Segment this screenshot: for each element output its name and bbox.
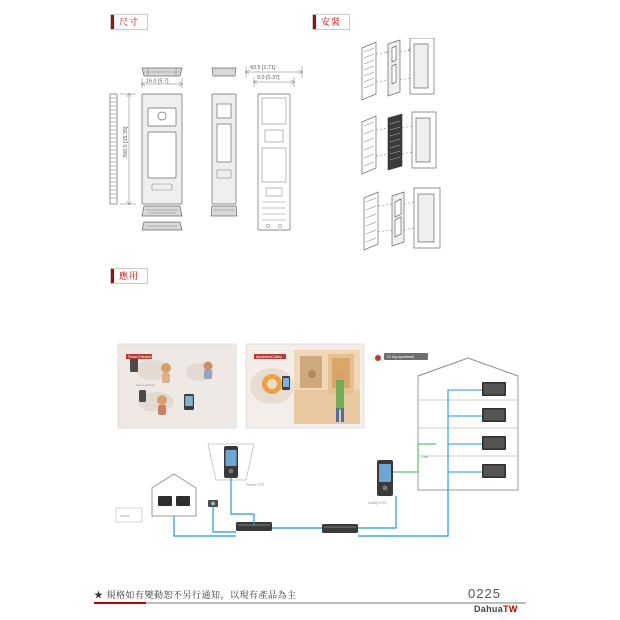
unit-top-cap xyxy=(142,68,182,76)
top-width-dimension xyxy=(141,78,183,88)
footnote: ★ 規格如有變動恕不另行通知，以現有產品為主 xyxy=(94,590,297,600)
section-tag-application: 應用 xyxy=(110,268,148,284)
brand-suffix: TW xyxy=(503,604,518,614)
section-tag-dimensions: 尺寸 xyxy=(110,14,148,30)
depth-label-inner: 9.0 [0.37] xyxy=(257,75,280,81)
label-indoor: Indoor xyxy=(120,514,130,518)
brand-logo xyxy=(474,604,518,614)
front-view xyxy=(142,94,182,230)
caption-villa-apartment: Or big apartment xyxy=(387,355,414,360)
caption-fence-entrance: Fence Entrance xyxy=(128,355,152,359)
side-view-right xyxy=(211,68,237,216)
label-call: Call xyxy=(422,455,428,459)
house-left xyxy=(116,474,218,522)
installation-drawings xyxy=(348,38,558,258)
footer-rule xyxy=(94,602,526,604)
label-fence-vto: Fence VTO xyxy=(246,483,265,487)
depth-dimensions xyxy=(245,65,303,87)
caption-apartment-lobby: Apartment Lobby xyxy=(256,355,282,359)
install-step-1 xyxy=(362,38,434,100)
install-step-2 xyxy=(362,112,436,174)
apartment-building xyxy=(418,358,518,490)
photo-apartment-lobby xyxy=(246,344,364,428)
page-number: 0225 xyxy=(468,586,501,601)
svg-text:Fence Access: Fence Access xyxy=(136,383,155,387)
section-tag-installation: 安裝 xyxy=(312,14,350,30)
height-dimension xyxy=(120,93,136,205)
application-diagram xyxy=(96,340,536,570)
villa-marker-dot xyxy=(375,355,381,361)
rear-bracket-view xyxy=(258,94,290,230)
label-lobby-vto: Lobby VTO xyxy=(368,501,387,505)
side-view-left xyxy=(110,94,117,204)
fence-vto-device xyxy=(208,444,265,487)
height-dimension-label: 390.0 [15.35] xyxy=(123,126,129,158)
photo-fence-entrance xyxy=(118,344,236,428)
install-step-3 xyxy=(364,188,440,250)
brand-name: Dahua xyxy=(474,604,504,614)
depth-label-outer: 43.5 [1.71] xyxy=(250,65,276,71)
top-width-label: 16.0 [5.7] xyxy=(146,78,169,85)
